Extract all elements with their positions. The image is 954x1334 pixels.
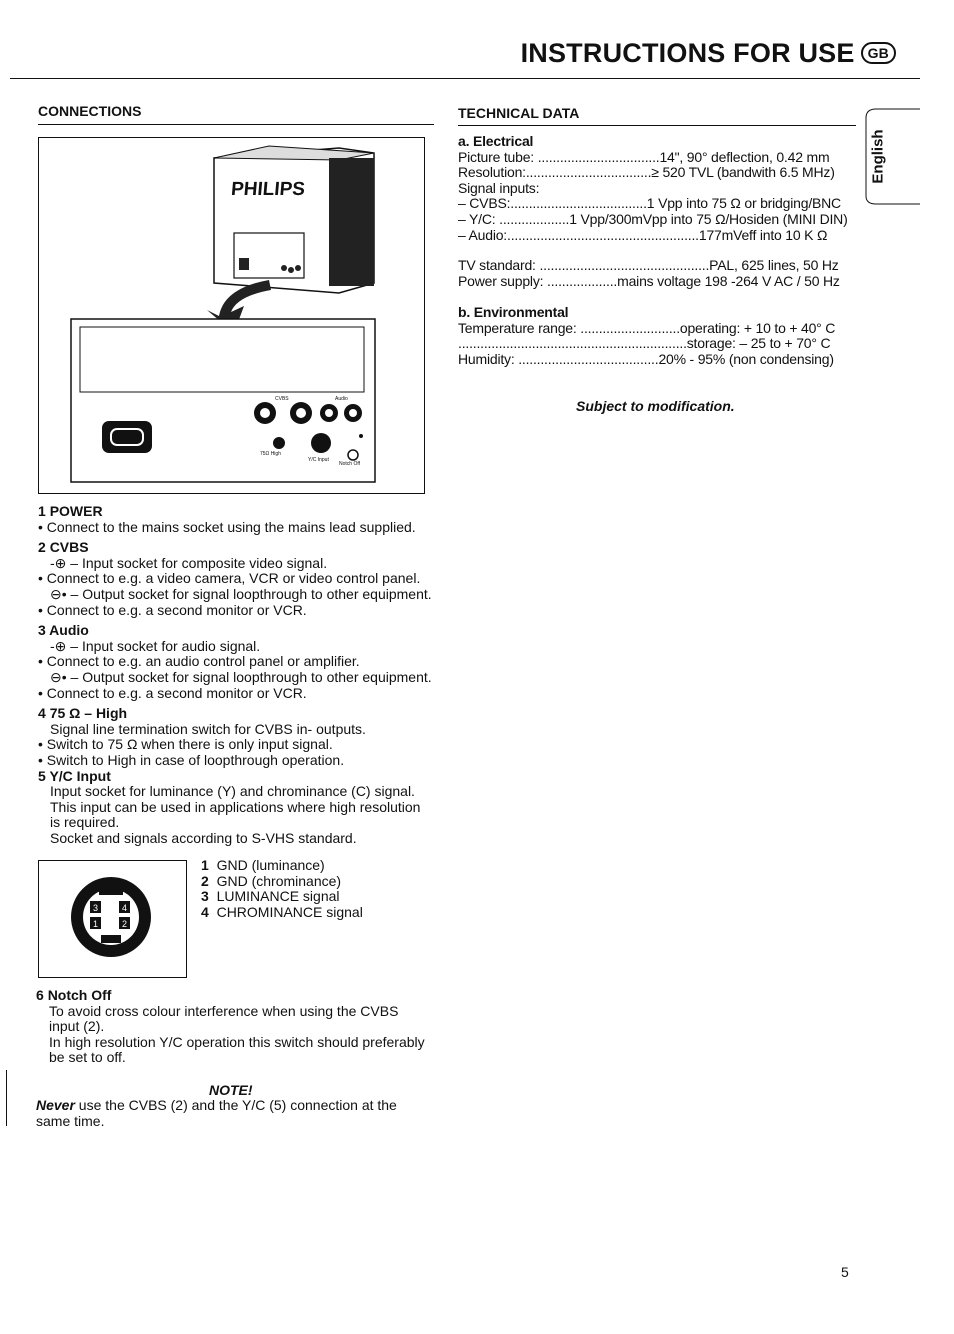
note-title: NOTE! <box>209 1082 253 1098</box>
mini-din-connector-icon <box>39 861 186 977</box>
item-title: POWER <box>49 503 103 519</box>
svg-text:3: 3 <box>93 903 99 913</box>
item-line: • Connect to e.g. a video camera, VCR or video control panel. <box>38 570 421 587</box>
audio-label: Audio <box>335 396 348 402</box>
connections-heading: CONNECTIONS <box>38 103 142 119</box>
item-line: This input can be used in applications where high resolution <box>50 798 421 815</box>
ohm-high-label: 75Ω High <box>260 451 281 457</box>
subject-to-modification: Subject to modification. <box>576 398 735 414</box>
electrical-heading: a. Electrical <box>458 133 534 149</box>
item-line: -⊕ – Input socket for audio signal. <box>50 637 261 654</box>
item-line: To avoid cross colour interference when using the CVBS <box>49 1002 399 1019</box>
spec-row: – Audio:....................................................177mVeff into 10 K Ω <box>458 226 828 243</box>
technical-data-rule <box>458 125 856 126</box>
language-tab <box>864 108 920 205</box>
item-audio: 3 Audio -⊕ – Input socket for audio signal. • Connect to e.g. an audio control panel or amplifier. ⊖• – Output socket for signal loopthrough to other equipment. • Connect to e.g. a second monitor or VCR. <box>38 623 448 701</box>
spec-row: Signal inputs: <box>458 179 540 196</box>
item-title: Y/C Input <box>49 767 111 784</box>
item-line: • Connect to e.g. a second monitor or VCR. <box>38 601 307 618</box>
language-tab-label: English <box>869 129 887 184</box>
item-termination: 4 75 Ω – High Signal line termination switch for CVBS in- outputs. • Switch to 75 Ω when there is only input signal. • Switch to High in case of loopthrough operation. <box>38 706 448 768</box>
item-line: • Connect to e.g. a second monitor or VCR. <box>38 684 307 701</box>
electrical-section <box>458 134 848 289</box>
spec-row: Power supply: ...................mains voltage 198 -264 V AC / 50 Hz <box>458 272 840 289</box>
item-yc-input: 5 Y/C Input Input socket for luminance (Y) and chrominance (C) signal. This input can be used in applications where high resolution is required. Socket and signals according to S-VHS standard. <box>38 769 448 847</box>
item-line: • Switch to High in case of loopthrough operation. <box>38 751 345 768</box>
svg-text:4: 4 <box>122 903 128 913</box>
item-line: Socket and signals according to S-VHS standard. <box>50 829 357 846</box>
spec-row: ..............................................................storage: – 25 to + 70° C <box>458 335 831 352</box>
spec-row: Picture tube: .................................14", 90° deflection, 0.42 mm <box>458 148 830 165</box>
environmental-heading: b. Environmental <box>458 304 569 320</box>
svg-text:1: 1 <box>93 919 99 929</box>
spec-row: Resolution:..................................≥ 520 TVL (bandwith 6.5 MHz) <box>458 164 835 181</box>
page-title <box>521 38 896 69</box>
language-badge: GB <box>861 42 896 64</box>
item-line: In high resolution Y/C operation this switch should preferably <box>49 1033 425 1050</box>
item-title: Audio <box>49 622 89 639</box>
item-line: is required. <box>50 814 120 831</box>
spec-row: – CVBS:.....................................1 Vpp into 75 Ω or bridging/BNC <box>458 195 841 212</box>
item-line: ⊖• – Output socket for signal loopthrough to other equipment. <box>50 668 432 685</box>
pin-label: GND (luminance) <box>216 857 325 873</box>
item-cvbs: 2 CVBS -⊕ – Input socket for composite video signal. • Connect to e.g. a video camera, VCR or video control panel. ⊖• – Output socket for signal loopthrough to other equipment. • Connect to e.g. a second monitor or VCR. <box>38 540 448 618</box>
header-divider <box>10 78 920 79</box>
item-title: Notch Off <box>47 987 112 1003</box>
connections-rule <box>38 124 434 125</box>
item-title: 75 Ω – High <box>49 705 128 722</box>
spec-row: TV standard: ..............................................PAL, 625 lines, 50 Hz <box>458 257 839 274</box>
notch-off-label: Notch Off <box>339 461 361 467</box>
page-number: 5 <box>841 1264 849 1280</box>
item-line: -⊕ – Input socket for composite video signal. <box>50 554 328 571</box>
environmental-section <box>458 305 835 367</box>
pin-list: 1 GND (luminance) 2 GND (chrominance) 3 LUMINANCE signal 4 CHROMINANCE signal <box>201 857 363 920</box>
pin-label: GND (chrominance) <box>216 872 342 889</box>
item-line: Signal line termination switch for CVBS in- outputs. <box>50 720 366 737</box>
spec-row: – Y/C: ...................1 Vpp/300mVpp into 75 Ω/Hosiden (MINI DIN) <box>458 210 848 227</box>
note-body: Never use the CVBS (2) and the Y/C (5) connection at the same time. <box>36 1097 397 1129</box>
spec-row: Temperature range: ...........................operating: + 10 to + 40° C <box>458 319 836 336</box>
pin-label: LUMINANCE signal <box>216 888 340 905</box>
connection-diagram <box>38 137 425 494</box>
connection-items <box>38 504 448 846</box>
brand-logo: PHILIPS <box>230 179 306 200</box>
spec-row: Humidity: ......................................20% - 95% (non condensing) <box>458 350 834 367</box>
cvbs-label: CVBS <box>275 396 289 402</box>
item-notch-off: 6 Notch Off To avoid cross colour interference when using the CVBS input (2). In high resolution Y/C operation this switch should preferably be set to off. <box>36 987 425 1066</box>
item-title: CVBS <box>49 539 89 556</box>
item-line: be set to off. <box>49 1049 126 1066</box>
technical-data-heading: TECHNICAL DATA <box>458 105 580 121</box>
item-line: • Connect to e.g. an audio control panel or amplifier. <box>38 653 360 670</box>
page-title-text: INSTRUCTIONS FOR USE <box>520 38 855 68</box>
item-line: Input socket for luminance (Y) and chrominance (C) signal. <box>50 783 415 800</box>
item-line: • Connect to the mains socket using the mains lead supplied. <box>38 518 416 535</box>
item-power: 1 POWER • Connect to the mains socket using the mains lead supplied. <box>38 504 448 535</box>
note-margin-bar <box>6 1070 7 1126</box>
mini-din-pinout <box>38 860 187 978</box>
item-line: input (2). <box>49 1018 105 1035</box>
item-line: • Switch to 75 Ω when there is only input signal. <box>38 736 333 753</box>
yc-input-label: Y/C Input <box>308 457 329 463</box>
svg-text:2: 2 <box>122 919 128 929</box>
item-line: ⊖• – Output socket for signal loopthrough to other equipment. <box>50 585 432 602</box>
pin-label: CHROMINANCE signal <box>216 903 363 920</box>
